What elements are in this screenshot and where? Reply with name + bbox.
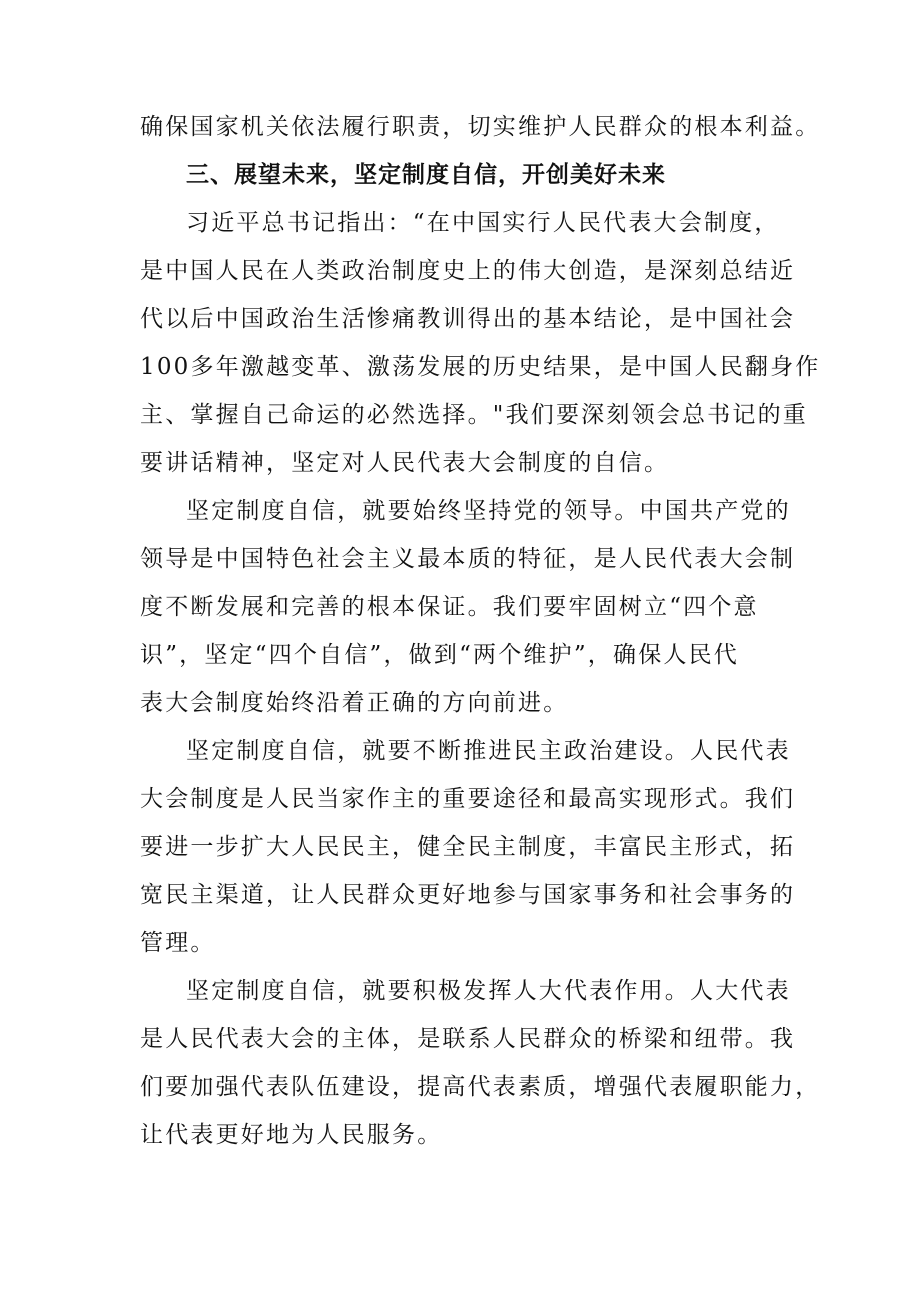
body-line: 100多年激越变革、激荡发展的历史结果，是中国人民翻身作 xyxy=(140,354,821,380)
body-line: 是人民代表大会的主体，是联系人民群众的桥梁和纽带。我 xyxy=(140,1026,796,1052)
body-line: 管理。 xyxy=(140,930,216,956)
body-line: 表大会制度始终沿着正确的方向前进。 xyxy=(140,690,569,716)
body-line: 要进一步扩大人民民主，健全民主制度，丰富民主形式，拓 xyxy=(140,834,796,860)
body-line: 宽民主渠道，让人民群众更好地参与国家事务和社会事务的 xyxy=(140,882,796,908)
body-line: 让代表更好地为人民服务。 xyxy=(140,1122,443,1148)
document-body xyxy=(140,103,821,1159)
body-line: 确保国家机关依法履行职责，切实维护人民群众的根本利益。 xyxy=(140,114,821,140)
body-line: 是中国人民在人类政治制度史上的伟大创造，是深刻总结近 xyxy=(140,258,796,284)
body-line: 主、掌握自己命运的必然选择。"我们要深刻领会总书记的重 xyxy=(140,402,808,428)
body-line: 度不断发展和完善的根本保证。我们要牢固树立“四个意 xyxy=(140,594,759,620)
body-line: 要讲话精神，坚定对人民代表大会制度的自信。 xyxy=(140,450,670,476)
section-heading: 三、展望未来，坚定制度自信，开创美好未来 xyxy=(186,162,666,188)
body-line: 识”，坚定“四个自信”，做到“两个维护”，确保人民代 xyxy=(140,642,739,668)
body-line: 坚定制度自信，就要积极发挥人大代表作用。人大代表 xyxy=(186,978,791,1004)
body-line: 们要加强代表队伍建设，提高代表素质，增强代表履职能力， xyxy=(140,1074,821,1100)
body-line: 代以后中国政治生活惨痛教训得出的基本结论，是中国社会 xyxy=(140,306,796,332)
body-line: 习近平总书记指出：“在中国实行人民代表大会制度， xyxy=(186,210,780,236)
body-line: 领导是中国特色社会主义最本质的特征，是人民代表大会制 xyxy=(140,546,796,572)
body-line: 坚定制度自信，就要不断推进民主政治建设。人民代表 xyxy=(186,738,791,764)
body-line: 坚定制度自信，就要始终坚持党的领导。中国共产党的 xyxy=(186,498,791,524)
body-line: 大会制度是人民当家作主的重要途径和最高实现形式。我们 xyxy=(140,786,796,812)
